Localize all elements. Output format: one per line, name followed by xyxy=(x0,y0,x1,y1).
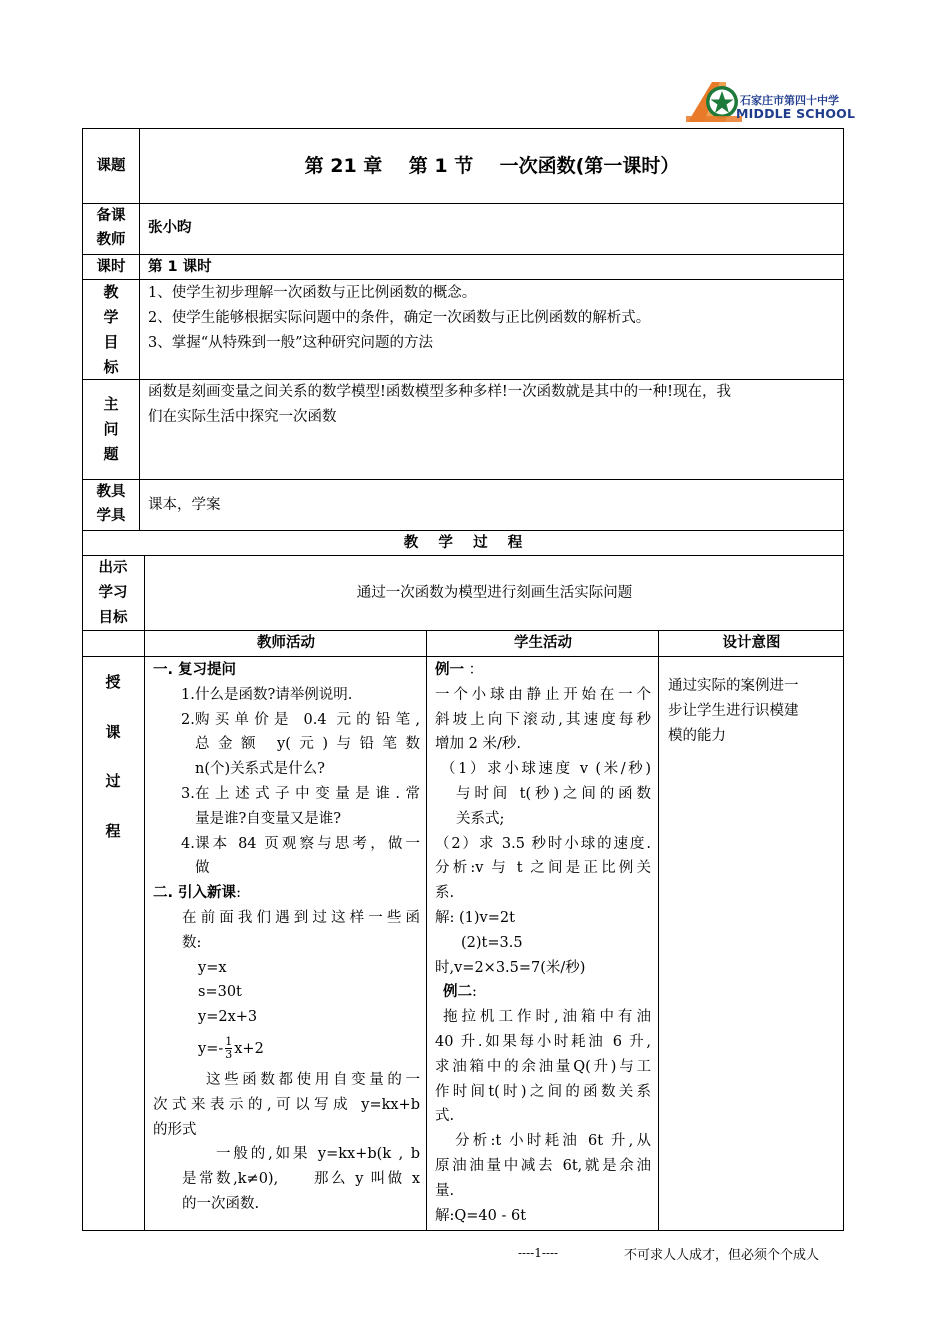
tools-label: 教具 学具 xyxy=(96,484,126,524)
school-logo xyxy=(686,78,856,128)
school-name-cn: 石家庄市第四十中学 xyxy=(740,94,839,107)
section-intro-title: 二. 引入新课: xyxy=(153,885,241,902)
list-item: 1. 什么是函数?请举例说明. xyxy=(181,686,353,703)
list-item: 4. 课本 84 页观察与思考，做一 做 xyxy=(181,835,420,877)
page-title: 第 21 章 第 1 节 一次函数(第一课时） xyxy=(304,155,680,177)
period-label: 课时 xyxy=(96,259,126,275)
goal-text: 通过一次函数为模型进行刻画生活实际问题 xyxy=(356,585,633,601)
teacher-label: 备课 教师 xyxy=(96,208,126,248)
example-2-title: 例二: xyxy=(443,984,477,1001)
formula-list xyxy=(153,956,420,1068)
list-item: 3. 在上述式子中变量是谁.常 量是谁?自变量又是谁? xyxy=(181,785,420,827)
objectives-label: 教 学 目 标 xyxy=(103,283,119,376)
list-item: 3、掌握“从特殊到一般”这种研究问题的方法 xyxy=(148,334,434,351)
example-1-title: 例一 ： xyxy=(435,662,484,678)
list-item: 1、使学生初步理解一次函数与正比例函数的概念。 xyxy=(148,285,477,301)
col-student-activity: 学生活动 xyxy=(514,635,572,651)
main-question-text: 函数是刻画变量之间关系的数学模型!函数模型多种多样!一次函数就是其中的一种!现在，我 们在实际生活中探究一次函数 xyxy=(148,384,731,425)
definition-paragraph-2: 一般的,如果 y=kx+b(k , b 是常数,k≠0), 那么 y 叫做 x 的一次函数. xyxy=(182,1146,420,1212)
col-teacher-activity: 教师活动 xyxy=(257,635,315,651)
school-name-en: MIDDLE SCHOOL xyxy=(736,106,856,121)
tools-value: 课本，学案 xyxy=(148,497,221,513)
col-design-intent: 设计意图 xyxy=(722,635,781,651)
teacher-name: 张小昀 xyxy=(148,220,192,236)
definition-paragraph: 这些函数都使用自变量的一 次式来表示的,可以写成 y=kx+b 的形式 xyxy=(153,1071,420,1138)
list-item: 2、使学生能够根据实际问题中的条件，确定一次函数与正比例函数的解析式。 xyxy=(148,309,651,326)
goal-label: 出示 学习 目标 xyxy=(98,560,128,626)
main-question-label: 主 问 题 xyxy=(103,395,119,463)
fraction: $\frac{1}{3}$ xyxy=(225,1035,233,1062)
objectives-list xyxy=(148,281,650,355)
page-number: ----1---- xyxy=(518,1246,559,1260)
list-item: 2. 购买单价是 0.4 元的铅笔, 总金额 y(元)与铅笔数 n(个)关系式是什么? xyxy=(181,711,420,778)
teacher-activity xyxy=(153,658,420,1217)
intro-paragraph: 在前面我们遇到过这样一些函 数: xyxy=(182,909,420,951)
design-intent-text: 通过实际的案例进一 步让学生进行识模建 模的能力 xyxy=(668,678,799,744)
formula: s=30t xyxy=(198,984,242,1001)
process-side-label: 授 课 过 程 xyxy=(105,673,121,840)
student-activity: 例一 ： 一个小球由静止开始在一个 斜坡上向下滚动,其速度每秒 增加 2 米/秒. （1）求小球速度 v (米/秒) 与时间 t(秒)之间的函数 关系式; （2）求 3.5 秒时小球的速度. 分析:v 与 t 之间是正比例关 系. 解: (1)v=2t (2)t=3.5 时,v=2×3.5=7(米/秒) 例二: 拖拉机工作时,油箱中有油 40 升.如果每小时耗油 6 升, 求油箱中的余油量Q(升)与工 作时间t(时)之间的函数关系 式. 分析:t 小时耗油 6t 升,从 原油油量中减去 6t,就是余油 量. 解:Q=40 - 6t xyxy=(435,658,651,1228)
period-value: 第 1 课时 xyxy=(148,259,212,275)
formula: y=- $\frac{1}{3}$ x+2 xyxy=(198,1035,264,1062)
footer-motto: 不可求人人成才，但必须个个成人 xyxy=(624,1248,820,1263)
process-title: 教 学 过 程 xyxy=(403,535,523,551)
formula: y=x xyxy=(198,959,227,976)
section-review-title: 一. 复习提问 xyxy=(153,662,237,678)
formula: y=2x+3 xyxy=(198,1009,258,1026)
topic-label: 课题 xyxy=(96,158,126,174)
